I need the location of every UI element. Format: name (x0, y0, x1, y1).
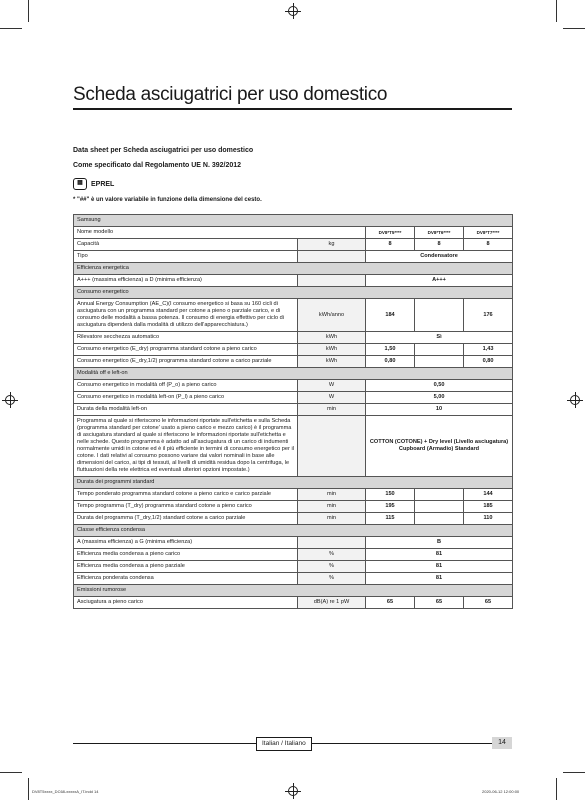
row-unit: % (298, 561, 366, 573)
crop-mark (28, 0, 29, 22)
row-label: Efficienza media condensa a pieno parziale (74, 561, 298, 573)
section-header-row (74, 368, 513, 380)
row-unit: kWh (298, 356, 366, 368)
table-row (74, 380, 513, 392)
row-value: 184 (366, 299, 415, 332)
footer-language: Italian / Italiano (256, 737, 312, 751)
table-row (74, 404, 513, 416)
registration-mark-left (5, 395, 15, 405)
row-value: 81 (366, 549, 513, 561)
print-slug-left: DV8T5xxxx_DC68-xxxxxA_IT.indd 14 (32, 789, 99, 794)
crop-mark (563, 772, 585, 773)
row-value: B (366, 537, 513, 549)
intro-line-2: Come specificato dal Regolamento UE N. 392/2012 (73, 162, 242, 169)
row-unit (298, 251, 366, 263)
model-name: DV8*T7**** (464, 227, 513, 239)
eprel-icon: ▦ (73, 178, 87, 190)
table-row (74, 489, 513, 501)
row-value: 81 (366, 561, 513, 573)
row-label: A+++ (massima efficienza) a D (minima efficienza) (74, 275, 298, 287)
table-row (74, 332, 513, 344)
table-row (74, 597, 513, 609)
row-unit (298, 537, 366, 549)
section-title: Modalità off e left-on (74, 368, 513, 380)
row-value: 65 (415, 597, 464, 609)
section-header-row (74, 287, 513, 299)
row-value: 81 (366, 573, 513, 585)
row-unit: % (298, 549, 366, 561)
row-value: 144 (464, 489, 513, 501)
row-value: 5,00 (366, 392, 513, 404)
table-row (74, 549, 513, 561)
section-header-row (74, 215, 513, 227)
row-unit: W (298, 380, 366, 392)
section-title: Classe efficienza condensa (74, 525, 513, 537)
row-label: Consumo energetico (E_dry,1/2) programma standard cotone a carico parziale (74, 356, 298, 368)
row-label: Consumo energetico in modalità off (P_o) a pieno carico (74, 380, 298, 392)
row-label: Consumo energetico (E_dry) programma standard cotone a pieno carico (74, 344, 298, 356)
table-row (74, 537, 513, 549)
table-row (74, 416, 513, 477)
model-label: Nome modello (74, 227, 366, 239)
section-title: Samsung (74, 215, 513, 227)
crop-mark (556, 0, 557, 22)
table-row (74, 344, 513, 356)
row-value: 110 (464, 513, 513, 525)
row-label: Programma al quale si riferiscono le informazioni riportate sull'etichetta e sulla Scheda (programma standard per cotone' usato a pieno carico e mezzo carico) è il programma di asciugatura standard al quale si riferiscono le informazioni riportate sull'etichetta e nelle schede. Questo programma è adatto ad all'asciugatura di un carico di indumenti normalmente umidi in cotone ed è il più efficiente in termini di consumo energetico per il cotone. I dati relativi al consumo possono variare dai valori nominali in base alle dimensioni del carico, ai tipi di tessuti, al livelli di umidità residua dopo la centrifuga, le fluttuazioni della rete elettrica ed eventuali ulteriori opzioni impostate.) (74, 416, 298, 477)
row-label: Tempo ponderato programma standard cotone a pieno carico e carico parziale (74, 489, 298, 501)
table-row (74, 573, 513, 585)
row-label: Durata della modalità left-on (74, 404, 298, 416)
section-title: Efficienza energetica (74, 263, 513, 275)
row-value: COTTON (COTONE) + Dry level (Livello asciugatura) Cupboard (Armadio) Standard (366, 416, 513, 477)
registration-mark-right (570, 395, 580, 405)
row-unit: min (298, 501, 366, 513)
crop-mark (28, 778, 29, 800)
row-label: Efficienza media condensa a pieno carico (74, 549, 298, 561)
row-value: 195 (366, 501, 415, 513)
row-label: Consumo energetico in modalità left-on (P_l) a pieno carico (74, 392, 298, 404)
row-value: 8 (415, 239, 464, 251)
row-value: Sì (366, 332, 513, 344)
row-unit: dB(A) re 1 pW (298, 597, 366, 609)
row-unit (298, 416, 366, 477)
eprel-label: EPREL (91, 180, 115, 188)
row-label: Asciugatura a pieno carico (74, 597, 298, 609)
row-unit: min (298, 489, 366, 501)
row-value: 1,43 (464, 344, 513, 356)
section-header-row (74, 525, 513, 537)
row-value: A+++ (366, 275, 513, 287)
row-value: 0,80 (366, 356, 415, 368)
row-unit: kWh/anno (298, 299, 366, 332)
section-title: Emissioni rumorose (74, 585, 513, 597)
intro-note: * "##" è un valore variabile in funzione della dimensione del cesto. (73, 197, 262, 203)
row-value: Condensatore (366, 251, 513, 263)
row-label: Rilevatore secchezza automatico (74, 332, 298, 344)
row-label: Efficienza ponderata condensa (74, 573, 298, 585)
row-value: 176 (464, 299, 513, 332)
row-unit: kWh (298, 344, 366, 356)
row-unit: min (298, 513, 366, 525)
row-value (415, 344, 464, 356)
row-unit (298, 275, 366, 287)
crop-mark (556, 778, 557, 800)
table-row (74, 299, 513, 332)
specification-table (73, 214, 513, 609)
section-title: Consumo energetico (74, 287, 513, 299)
model-name: DV8*T5**** (366, 227, 415, 239)
title-rule (73, 108, 512, 110)
row-value: 1,50 (366, 344, 415, 356)
row-label: Tipo (74, 251, 298, 263)
section-header-row (74, 585, 513, 597)
row-value: 10 (366, 404, 513, 416)
row-value: 65 (366, 597, 415, 609)
row-value (415, 356, 464, 368)
eprel-reference (73, 178, 114, 190)
row-value: 150 (366, 489, 415, 501)
row-unit: W (298, 392, 366, 404)
section-title: Durata dei programmi standard (74, 477, 513, 489)
row-label: Annual Energy Consumption (AE_C)(I consumo energetico si basa su 160 cicli di asciugatura con un programma standard per cotone a pieno o parziale carico, e di consumo delle modalità a bassa potenza. Il consumo di energia effettivo per ciclo di asciugatura dipenderà dalla modalità di utilizzo dell'apparecchiatura.) (74, 299, 298, 332)
row-unit: % (298, 573, 366, 585)
table-row (74, 275, 513, 287)
row-value: 0,50 (366, 380, 513, 392)
row-unit: min (298, 404, 366, 416)
table-row (74, 392, 513, 404)
row-value (415, 299, 464, 332)
page-number: 14 (492, 737, 512, 749)
row-unit: kg (298, 239, 366, 251)
row-value: 0,80 (464, 356, 513, 368)
row-value: 65 (464, 597, 513, 609)
section-header-row (74, 263, 513, 275)
row-value: 8 (464, 239, 513, 251)
registration-mark-bottom (288, 786, 298, 796)
row-label: Tempo programma (T_dry) programma standard cotone a pieno carico (74, 501, 298, 513)
row-label: A (massima efficienza) a G (minima efficienza) (74, 537, 298, 549)
table-row (74, 501, 513, 513)
model-name: DV8*T6**** (415, 227, 464, 239)
print-slug-right: 2020-06-12 12:00:00 (482, 789, 520, 794)
table-row (74, 251, 513, 263)
intro-line-1: Data sheet per Scheda asciugatrici per uso domestico (73, 147, 254, 154)
table-row (74, 513, 513, 525)
table-row (74, 356, 513, 368)
row-value: 185 (464, 501, 513, 513)
crop-mark (563, 28, 585, 29)
registration-mark-top (288, 6, 298, 16)
table-row (74, 561, 513, 573)
row-label: Durata del programma (T_dry,1/2) standard cotone a carico parziale (74, 513, 298, 525)
model-header-row (74, 227, 513, 239)
row-unit: kWh (298, 332, 366, 344)
row-value: 115 (366, 513, 415, 525)
row-value (415, 513, 464, 525)
row-value: 8 (366, 239, 415, 251)
row-value (415, 501, 464, 513)
page-title: Scheda asciugatrici per uso domestico (73, 84, 388, 105)
row-label: Capacità (74, 239, 298, 251)
crop-mark (0, 772, 22, 773)
crop-mark (0, 28, 22, 29)
section-header-row (74, 477, 513, 489)
table-row (74, 239, 513, 251)
row-value (415, 489, 464, 501)
